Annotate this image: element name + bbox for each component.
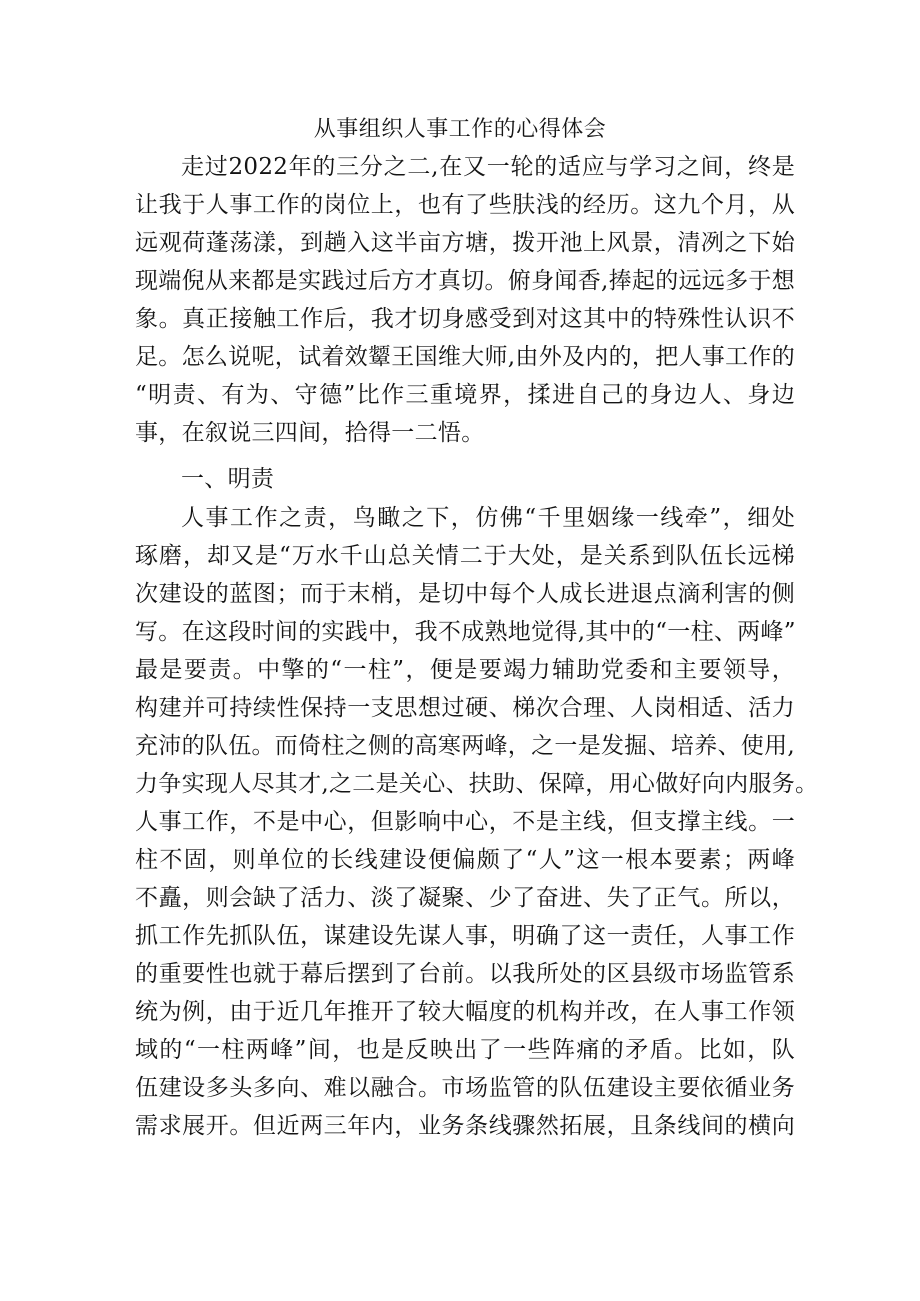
paragraph-line: 事，在叙说三四间，拾得一二悟。 bbox=[135, 420, 485, 446]
paragraph-line: 的重要性也就于幕后摆到了台前。以我所处的区县级市场监管系 bbox=[135, 961, 795, 987]
paragraph-line: 次建设的蓝图；而于末梢，是切中每个人成长进退点滴利害的侧 bbox=[135, 581, 795, 607]
paragraph-line: 写。在这段时间的实践中，我不成熟地觉得,其中的“一柱、两峰” bbox=[135, 619, 796, 645]
paragraph-line: 抓工作先抓队伍，谋建设先谋人事，明确了这一责任，人事工作 bbox=[135, 923, 795, 949]
paragraph-section-one bbox=[135, 499, 819, 1145]
paragraph-line: 伍建设多头多向、难以融合。市场监管的队伍建设主要依循业务 bbox=[135, 1075, 795, 1101]
paragraph-line: 构建并可持续性保持一支思想过硬、梯次合理、人岗相适、活力 bbox=[135, 695, 795, 721]
paragraph-line: 象。真正接触工作后，我才切身感受到对这其中的特殊性认识不 bbox=[135, 306, 795, 332]
paragraph-line: 统为例，由于近几年推开了较大幅度的机构并改，在人事工作领 bbox=[135, 999, 795, 1025]
document-title: 从事组织人事工作的心得体会 bbox=[313, 117, 607, 142]
paragraph-line: 琢磨，却又是“万水千山总关情二于大处，是关系到队伍长远梯 bbox=[135, 543, 795, 569]
paragraph-line: “明责、有为、守德”比作三重境界，揉进自己的身边人、身边 bbox=[135, 382, 795, 408]
paragraph-line: 充沛的队伍。而倚柱之侧的高寒两峰，之一是发掘、培养、使用, bbox=[135, 733, 796, 759]
section-heading: 一、明责 bbox=[181, 466, 275, 492]
paragraph-line: 远观荷蓬荡漾，到趟入这半亩方塘，拨开池上风景，清冽之下始 bbox=[135, 230, 795, 256]
paragraph-line: 柱不固，则单位的长线建设便偏颇了“人”这一根本要素；两峰 bbox=[135, 847, 795, 873]
paragraph-line: 让我于人事工作的岗位上，也有了些肤浅的经历。这九个月，从 bbox=[135, 192, 795, 218]
paragraph-line: 域的“一柱两峰”间，也是反映出了一些阵痛的矛盾。比如，队 bbox=[135, 1037, 795, 1063]
paragraph-line: 现端倪从来都是实践过后方才真切。俯身闻香,捧起的远远多于想 bbox=[135, 268, 796, 294]
paragraph-line: 最是要责。中擎的“一柱”，便是要竭力辅助党委和主要领导， bbox=[135, 657, 795, 683]
paragraph-line: 人事工作之责，鸟瞰之下，仿佛“千里姻缘一线牵”，细处 bbox=[181, 505, 795, 531]
paragraph-line: 需求展开。但近两三年内，业务条线骤然拓展，且条线间的横向 bbox=[135, 1113, 795, 1139]
paragraph-line: 力争实现人尽其才,之二是关心、扶助、保障，用心做好向内服务。 bbox=[135, 771, 819, 797]
paragraph-line: 走过2022年的三分之二,在又一轮的适应与学习之间，终是 bbox=[181, 154, 795, 180]
paragraph-line: 不矗，则会缺了活力、淡了凝聚、少了奋进、失了正气。所以， bbox=[135, 885, 795, 911]
paragraph-line: 人事工作，不是中心，但影响中心，不是主线，但支撑主线。一 bbox=[135, 809, 795, 835]
paragraph-intro bbox=[135, 148, 795, 452]
paragraph-line: 足。怎么说呢，试着效颦王国维大师,由外及内的，把人事工作的 bbox=[135, 344, 796, 370]
